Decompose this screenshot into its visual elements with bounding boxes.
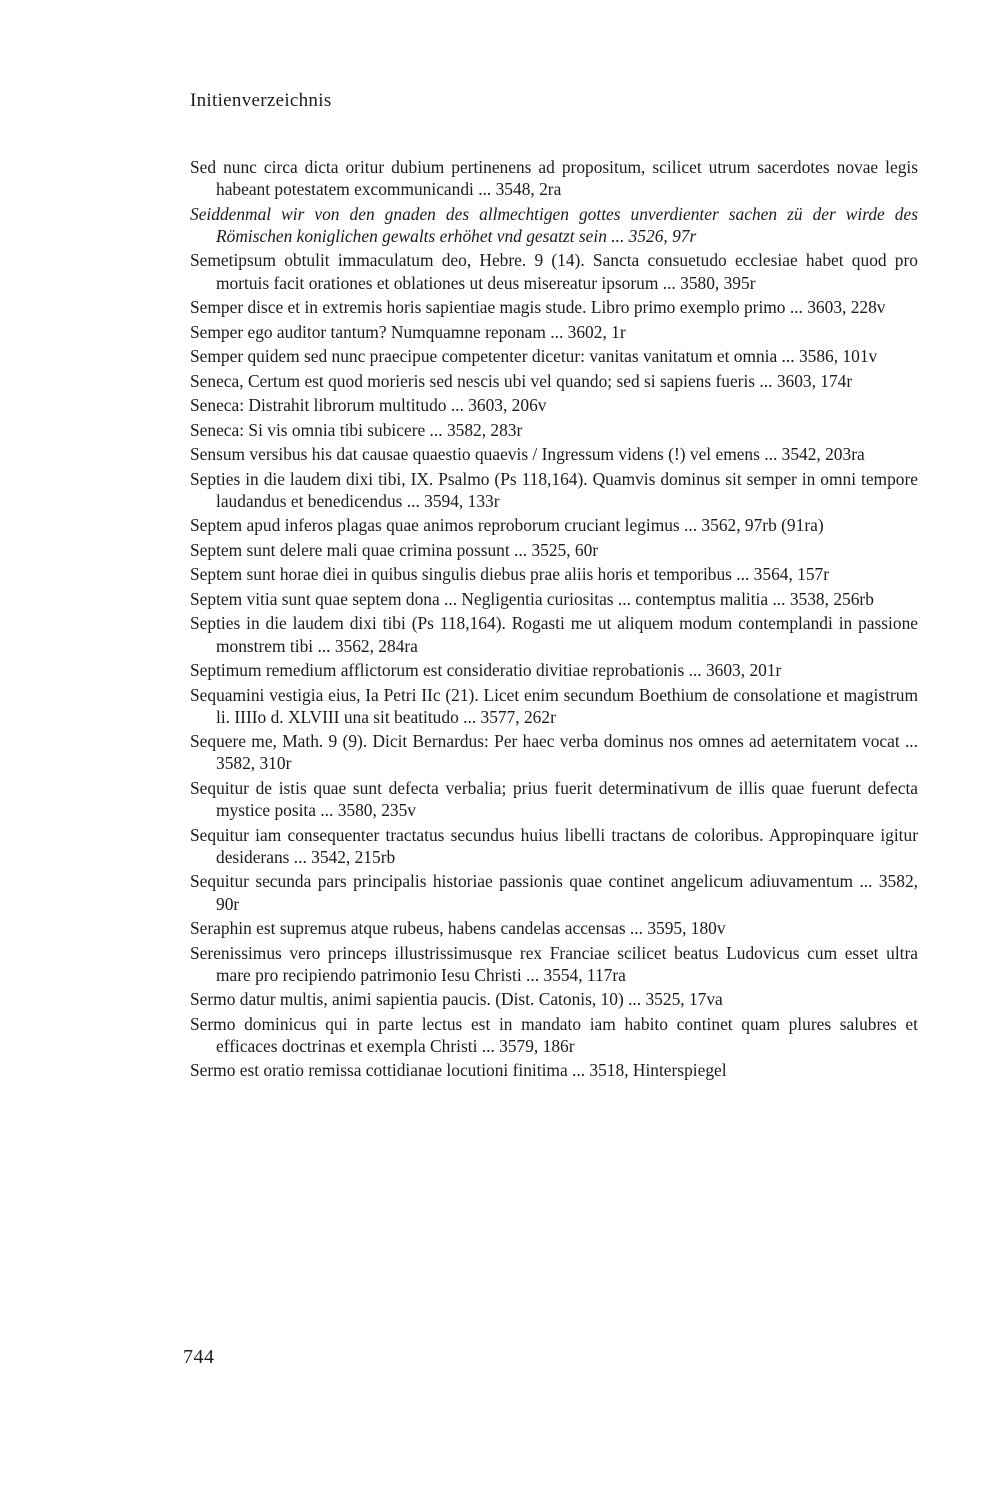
index-entry: Sequitur de istis quae sunt defecta verbalia; prius fuerit determinativum de illis quae fuerunt defecta mystice posita ... 3580, 235v [190, 777, 918, 821]
index-entry: Sed nunc circa dicta oritur dubium pertinenens ad propositum, scilicet utrum sacerdotes novae legis habeant potestatem excommunicandi ... 3548, 2ra [190, 157, 918, 200]
index-entry: Serenissimus vero princeps illustrissimusque rex Franciae scilicet beatus Ludovicus cum esset ultra mare pro recipiendo patrimonio Iesu Christi ... 3554, 117ra [190, 942, 918, 985]
index-entry: Semper ego auditor tantum? Numquamne reponam ... 3602, 1r [190, 321, 626, 342]
index-entry: Seneca: Distrahit librorum multitudo ... 3603, 206v [190, 395, 547, 416]
index-entry: Sequere me, Math. 9 (9). Dicit Bernardus: Per haec verba dominus nos omnes ad aeternitatem vocat ... 3582, 310r [190, 731, 918, 774]
running-header: Initienverzeichnis [190, 90, 332, 111]
index-entry: Sequitur iam consequenter tractatus secundus huius libelli tractans de coloribus. Appropinquare igitur desiderans ... 3542, 215rb [190, 824, 918, 867]
index-entry: Septem vitia sunt quae septem dona ... Negligentia curiositas ... contemptus malitia ... 3538, 256rb [190, 588, 874, 609]
index-entry: Semetipsum obtulit immaculatum deo, Hebre. 9 (14). Sancta consuetudo ecclesiae habet quod pro mortuis facit orationes et oblationes ut deus misereatur ipsorum ... 3580, 395r [190, 250, 918, 293]
index-entry: Seneca: Si vis omnia tibi subicere ... 3582, 283r [190, 419, 523, 440]
index-entry: Septem apud inferos plagas quae animos reproborum cruciant legimus ... 3562, 97rb (91ra) [190, 515, 824, 536]
index-entry: Seneca, Certum est quod morieris sed nescis ubi vel quando; sed si sapiens fueris ... 3603, 174r [190, 370, 853, 391]
index-entry: Septimum remedium afflictorum est consideratio divitiae reprobationis ... 3603, 201r [190, 660, 782, 681]
index-entry: Septem sunt delere mali quae crimina possunt ... 3525, 60r [190, 539, 599, 560]
index-entry: Septies in die laudem dixi tibi, IX. Psalmo (Ps 118,164). Quamvis dominus sit semper in omni tempore laudandus et benedicendus ... 3594, 133r [190, 468, 918, 511]
index-entry: Sensum versibus his dat causae quaestio quaevis / Ingressum videns (!) vel emens ... 3542, 203ra [190, 444, 865, 465]
index-entry-list [190, 156, 918, 1084]
index-entry: Seiddenmal wir von den gnaden des allmechtigen gottes unverdienter sachen zü der wirde des Römischen koniglichen gewalts erhöhet vnd gesatzt sein ... 3526, 97r [190, 203, 918, 246]
index-entry: Sermo datur multis, animi sapientia paucis. (Dist. Catonis, 10) ... 3525, 17va [190, 989, 723, 1010]
index-entry: Semper disce et in extremis horis sapientiae magis stude. Libro primo exemplo primo ... 3603, 228v [190, 297, 886, 318]
index-entry: Sequamini vestigia eius, Ia Petri IIc (21). Licet enim secundum Boethium de consolatione et magistrum li. IIIIo d. XLVIII una sit beatitudo ... 3577, 262r [190, 684, 918, 727]
index-entry: Septies in die laudem dixi tibi (Ps 118,164). Rogasti me ut aliquem modum contemplandi in passione monstrem tibi ... 3562, 284ra [190, 613, 918, 656]
index-entry: Semper quidem sed nunc praecipue competenter dicetur: vanitas vanitatum et omnia ... 3586, 101v [190, 346, 878, 367]
index-entry: Sermo dominicus qui in parte lectus est in mandato iam habito continet quam plures salubres et efficaces doctrinas et exempla Christi ... 3579, 186r [190, 1013, 918, 1056]
index-entry: Sequitur secunda pars principalis historiae passionis quae continet angelicum adiuvamentum ... 3582, 90r [190, 871, 918, 914]
index-entry: Sermo est oratio remissa cottidianae locutioni finitima ... 3518, Hinterspiegel [190, 1060, 727, 1081]
page-number: 744 [183, 1346, 215, 1368]
index-entry: Seraphin est supremus atque rubeus, habens candelas accensas ... 3595, 180v [190, 918, 726, 939]
index-entry: Septem sunt horae diei in quibus singulis diebus prae aliis horis et temporibus ... 3564, 157r [190, 564, 830, 585]
